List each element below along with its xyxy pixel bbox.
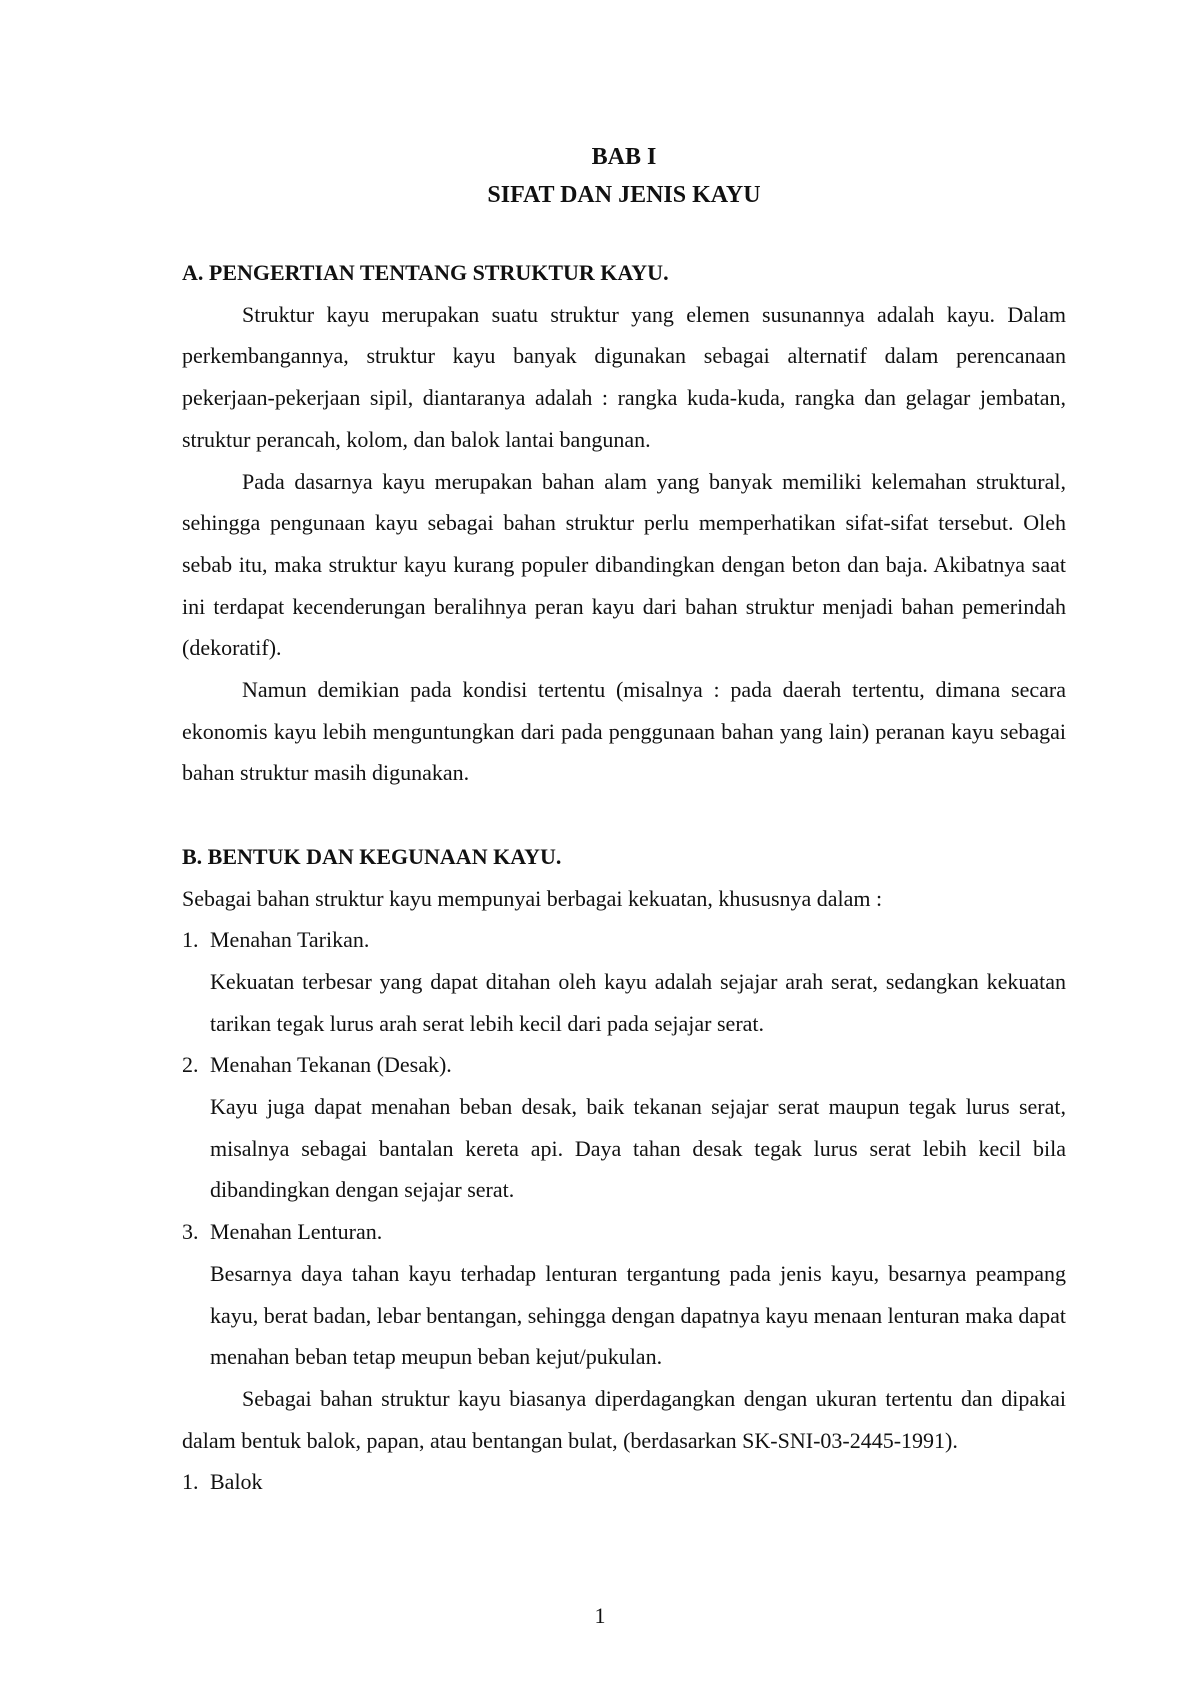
section-b-closing: Sebagai bahan struktur kayu biasanya diperdagangkan dengan ukuran tertentu dan dipakai dalam bentuk balok, papan, atau bentangan bulat, (berdasarkan SK-SNI-03-2445-1991). (182, 1385, 1066, 1453)
list-item-number: 1. (182, 927, 199, 953)
list-item-body: Kayu juga dapat menahan beban desak, baik tekanan sejajar serat maupun tegak lurus serat, misalnya sebagai bantalan kereta api. Daya tahan desak tegak lurus serat lebih kecil bila dibandingkan dengan sejajar serat. (210, 1094, 1066, 1203)
list-item-label: Menahan Lenturan. (210, 1219, 383, 1245)
page-number: 1 (594, 1603, 606, 1628)
list-item-body: Kekuatan terbesar yang dapat ditahan oleh kayu adalah sejajar arah serat, sedangkan kekuatan tarikan tegak lurus arah serat lebih kecil dari pada sejajar serat. (210, 968, 1066, 1036)
list-item-number: 1. (182, 1469, 199, 1495)
page-content (182, 138, 1066, 1503)
section-b-intro: Sebagai bahan struktur kayu mempunyai berbagai kekuatan, khususnya dalam : (182, 885, 883, 911)
chapter-title: SIFAT DAN JENIS KAYU (487, 182, 761, 208)
list-item-body: Besarnya daya tahan kayu terhadap lenturan tergantung pada jenis kayu, besarnya peampang kayu, berat badan, lebar bentangan, sehingga dengan dapatnya kayu menaan lenturan maka dapat menahan beban tetap meupun beban kejut/pukulan. (210, 1260, 1066, 1370)
list-item-number: 3. (182, 1219, 199, 1245)
list-item (182, 919, 1066, 1044)
section-a-paragraph-2: Pada dasarnya kayu merupakan bahan alam yang banyak memiliki kelemahan struktural, sehingga pengunaan kayu sebagai bahan struktur perlu memperhatikan sifat-sifat tersebut. Oleh sebab itu, maka struktur kayu kurang populer dibandingkan dengan beton dan baja. Akibatnya saat ini terdapat kecenderungan beralihnya peran kayu dari bahan struktur menjadi bahan pemerindah (dekoratif). (182, 468, 1066, 661)
list-item-number: 2. (182, 1052, 199, 1078)
list-item-balok (182, 1461, 1066, 1503)
list-item (182, 1044, 1066, 1211)
list-item (182, 1211, 1066, 1378)
section-a-paragraph-3: Namun demikian pada kondisi tertentu (misalnya : pada daerah tertentu, dimana secara ekonomis kayu lebih menguntungkan dari pada penggunaan bahan yang lain) peranan kayu sebagai bahan struktur masih digunakan. (182, 677, 1066, 786)
chapter-label: BAB I (591, 144, 657, 170)
section-a-heading: A. PENGERTIAN TENTANG STRUKTUR KAYU. (182, 260, 669, 285)
list-item-label: Balok (210, 1469, 263, 1495)
list-item-label: Menahan Tekanan (Desak). (210, 1052, 452, 1078)
list-item-label: Menahan Tarikan. (210, 927, 370, 953)
section-a-paragraph-1: Struktur kayu merupakan suatu struktur yang elemen susunannya adalah kayu. Dalam perkembangannya, struktur kayu banyak digunakan sebagai alternatif dalam perencanaan pekerjaan-pekerjaan sipil, diantaranya adalah : rangka kuda-kuda, rangka dan gelagar jembatan, struktur perancah, kolom, dan balok lantai bangunan. (182, 301, 1066, 452)
section-b-heading: B. BENTUK DAN KEGUNAAN KAYU. (182, 843, 562, 869)
